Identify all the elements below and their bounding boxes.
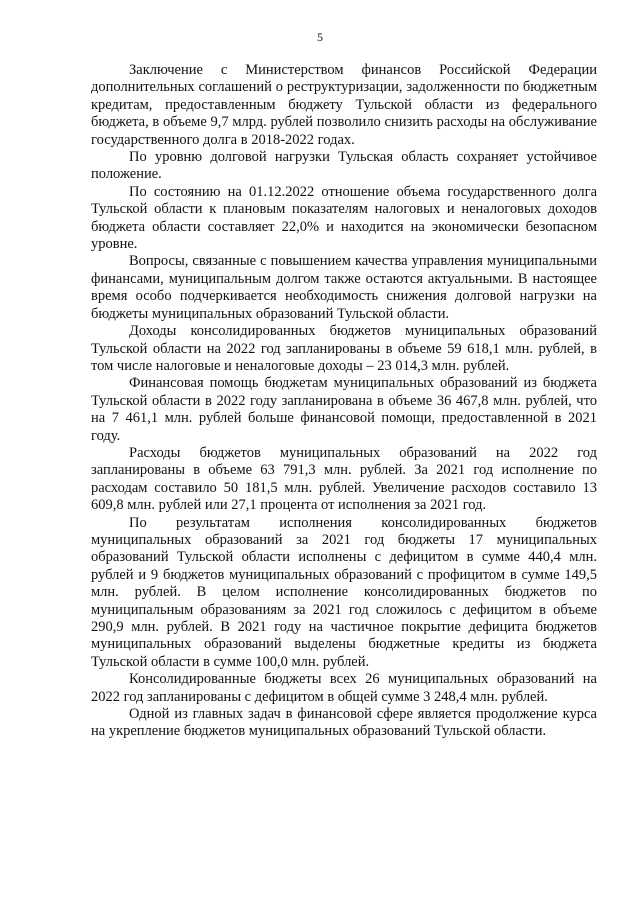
paragraph-main-objective: Одной из главных задач в финансовой сфере является продолжение курса на укрепление бюджетов муниципальных образований Тульской области.: [91, 706, 597, 740]
paragraph-financial-aid: Финансовая помощь бюджетам муниципальных образований из бюджета Тульской области в 2022 году запланирована в объеме 36 467,8 млн. рублей, что на 7 461,1 млн. рублей больше финансовой помощи, предоставленной в 2021 году.: [91, 375, 597, 444]
document-body: [91, 62, 597, 741]
paragraph-municipal-revenues: Доходы консолидированных бюджетов муниципальных образований Тульской области на 2022 год запланированы в объеме 59 618,1 млн. рублей, в том числе налоговые и неналоговые доходы – 23 014,3 млн. рублей.: [91, 323, 597, 374]
paragraph-municipal-finance: Вопросы, связанные с повышением качества управления муниципальными финансами, муниципальным долгом также остаются актуальными. В настоящее время особо подчеркивается необходимость снижения долговой нагрузки на бюджеты муниципальных образований Тульской области.: [91, 253, 597, 322]
paragraph-debt-load-stability: По уровню долговой нагрузки Тульская область сохраняет устойчивое положение.: [91, 149, 597, 183]
paragraph-debt-restructuring: Заключение с Министерством финансов Российской Федерации дополнительных соглашений о реструктуризации, задолженности по бюджетным кредитам, предоставленным бюджету Тульской области из федерального бюджета, в объеме 9,7 млрд. рублей позволило снизить расходы на обслуживание государственного долга в 2018-2022 годах.: [91, 62, 597, 148]
paragraph-debt-ratio: По состоянию на 01.12.2022 отношение объема государственного долга Тульской области к плановым показателям налоговых и неналоговых доходов бюджета области составляет 22,0% и находится на экономически безопасном уровне.: [91, 183, 597, 253]
paragraph-budget-execution: По результатам исполнения консолидированных бюджетов муниципальных образований за 2021 год бюджеты 17 муниципальных образований Тульской области исполнены с дефицитом в сумме 440,4 млн. рублей и 9 бюджетов муниципальных образований с профицитом в сумме 149,5 млн. рублей. В целом исполнение консолидированных бюджетов по муниципальным образованиям за 2021 год сложилось с дефицитом в объеме 290,9 млн. рублей. В 2021 году на частичное покрытие дефицита бюджетов муниципальных образований выделены бюджетные кредиты из бюджета Тульской области в сумме 100,0 млн. рублей.: [91, 514, 597, 670]
page-number: 5: [317, 30, 323, 44]
paragraph-consolidated-deficit: Консолидированные бюджеты всех 26 муниципальных образований на 2022 год запланированы с дефицитом в общей сумме 3 248,4 млн. рублей.: [91, 671, 597, 705]
paragraph-municipal-expenditures: Расходы бюджетов муниципальных образований на 2022 год запланированы в объеме 63 791,3 млн. рублей. За 2021 год исполнение по расходам составило 50 181,5 млн. рублей. Увеличение расходов составило 13 609,8 млн. рублей или 27,1 процента от исполнения за 2021 год.: [91, 444, 597, 514]
